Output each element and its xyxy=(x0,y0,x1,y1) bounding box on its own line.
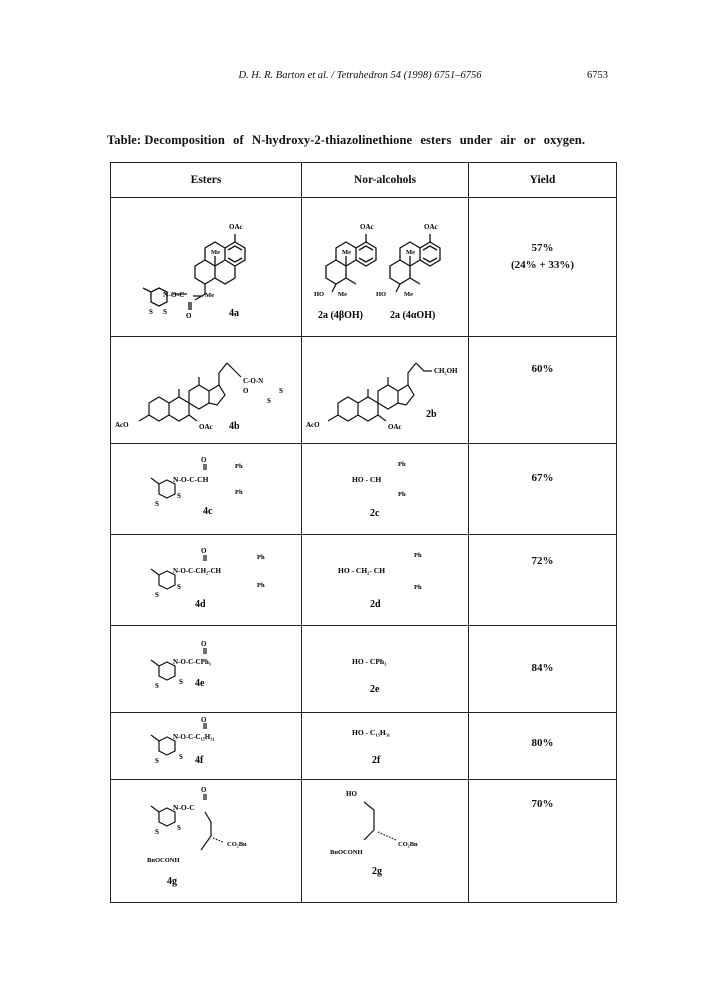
alcohol-structure-2d xyxy=(302,535,468,625)
group-text: BnOCONH xyxy=(330,849,363,856)
table-row xyxy=(111,780,617,903)
ester-cell xyxy=(111,444,302,535)
ester-structure-4e xyxy=(111,626,301,712)
yield-cell xyxy=(469,780,617,903)
ester-structure-4f xyxy=(111,713,301,779)
compound-label: 4b xyxy=(229,421,240,432)
group-text: Ph xyxy=(414,584,422,591)
group-text: Ph xyxy=(257,554,265,561)
group-text: HO - C₁₅H₃₁ xyxy=(352,728,391,737)
group-text: OAc xyxy=(229,223,243,231)
group-text: C-O-N xyxy=(243,377,264,385)
ester-cell xyxy=(111,780,302,903)
table-caption xyxy=(107,133,627,148)
table-header-row xyxy=(111,163,617,198)
yield-value: 67% xyxy=(531,472,554,484)
group-text: S xyxy=(155,682,159,690)
group-text: O xyxy=(201,716,207,724)
alcohol-cell xyxy=(302,337,469,444)
compound-label: 2c xyxy=(370,508,380,519)
group-text: HO xyxy=(376,291,387,298)
yield-cell xyxy=(469,626,617,713)
group-text: Ph xyxy=(235,489,243,496)
table-row xyxy=(111,535,617,626)
header-esters: Esters xyxy=(111,163,302,198)
table-row xyxy=(111,713,617,780)
group-text: N-O-C xyxy=(173,803,195,812)
group-text: O xyxy=(201,456,207,464)
alcohol-structure-2b xyxy=(302,337,468,443)
group-text: Ph xyxy=(398,461,406,468)
alcohol-cell xyxy=(302,444,469,535)
ester-structure-4d xyxy=(111,535,301,625)
group-text: S xyxy=(149,308,153,316)
compound-label: 2d xyxy=(370,599,381,610)
alcohol-structure-2e xyxy=(302,626,468,712)
group-text: O xyxy=(243,387,249,395)
ester-structure-4b xyxy=(111,337,301,443)
group-text: BnOCONH xyxy=(147,857,180,864)
group-text: Me xyxy=(338,291,348,298)
group-text: O xyxy=(201,640,207,648)
yield-value: 70% xyxy=(531,798,554,810)
alcohol-cell xyxy=(302,198,469,337)
group-text: S xyxy=(177,824,181,832)
caption-text: Decomposition of N-hydroxy-2-thiazolinethione esters under air or oxygen. xyxy=(144,133,586,147)
group-text: Me xyxy=(205,292,215,299)
group-text: O xyxy=(201,786,207,794)
alcohol-cell xyxy=(302,713,469,780)
group-text: Me xyxy=(342,249,352,256)
group-text: HO xyxy=(346,790,357,798)
table-row xyxy=(111,626,617,713)
header-nor-alcohols: Nor-alcohols xyxy=(302,163,469,198)
compound-label: 2e xyxy=(370,684,380,695)
yield-cell xyxy=(469,337,617,444)
group-text: S xyxy=(267,397,271,405)
yield-detail: (24% + 33%) xyxy=(510,259,575,271)
group-text: N-O-C-CPh₃ xyxy=(173,658,211,666)
table-row xyxy=(111,198,617,337)
ester-cell xyxy=(111,198,302,337)
group-text: S xyxy=(179,678,183,686)
group-text: Ph xyxy=(414,552,422,559)
compound-label: 2b xyxy=(426,409,437,420)
alcohol-structure-2a xyxy=(302,198,468,336)
group-text: Me xyxy=(406,249,416,256)
group-text: S xyxy=(155,591,159,599)
compound-label: 2g xyxy=(372,866,382,877)
group-text: OAc xyxy=(360,223,374,231)
compound-label: 4a xyxy=(229,308,239,319)
table-row xyxy=(111,444,617,535)
compound-label: 4c xyxy=(203,506,213,517)
group-text: S xyxy=(177,583,181,591)
group-text: S xyxy=(179,753,183,761)
compound-label: 2a (4αOH) xyxy=(390,310,436,321)
group-text: OAc xyxy=(424,223,438,231)
yield-cell xyxy=(469,713,617,780)
header-yield: Yield xyxy=(469,163,617,198)
alcohol-cell xyxy=(302,535,469,626)
header-citation: D. H. R. Barton et al. / Tetrahedron 54 (1998) 6751–6756 xyxy=(238,70,482,81)
ester-cell xyxy=(111,626,302,713)
ester-cell xyxy=(111,535,302,626)
group-text: N-O-C-C₁₅H₃₁ xyxy=(173,733,215,741)
compound-label: 2f xyxy=(372,755,381,766)
group-text: Ph xyxy=(257,582,265,589)
group-text: S xyxy=(155,500,159,508)
group-text: Me xyxy=(404,291,414,298)
group-text: S xyxy=(155,828,159,836)
ester-structure-4a xyxy=(111,198,301,336)
group-text: N-O-C-CH₂-CH xyxy=(173,567,221,575)
group-text: HO - CPh₃ xyxy=(352,657,387,666)
group-text: OAc xyxy=(388,423,402,431)
group-text: CO₂Bn xyxy=(227,841,247,848)
group-text: S xyxy=(177,492,181,500)
group-text: CH₂OH xyxy=(434,367,458,375)
group-text: OAc xyxy=(199,423,213,431)
group-text: AcO xyxy=(115,421,129,429)
group-text: CO₂Bn xyxy=(398,841,418,848)
ester-cell xyxy=(111,713,302,780)
yield-value: 60% xyxy=(531,363,554,375)
alcohol-structure-2c xyxy=(302,444,468,534)
group-text: Ph xyxy=(398,491,406,498)
group-text: O xyxy=(186,312,192,320)
group-text: HO - CH₂- CH xyxy=(338,566,386,575)
group-text: S xyxy=(163,308,167,316)
yield-cell xyxy=(469,535,617,626)
group-text: N-O-C-CH xyxy=(173,475,209,484)
table-row xyxy=(111,337,617,444)
alcohol-structure-2f xyxy=(302,713,468,779)
group-text: O xyxy=(201,547,207,555)
running-header xyxy=(0,70,720,86)
compound-label: 2a (4βOH) xyxy=(318,310,363,321)
compound-label: 4f xyxy=(195,755,204,766)
group-text: AcO xyxy=(306,421,320,429)
yield-value: 80% xyxy=(531,737,554,749)
group-text: Me xyxy=(211,249,221,256)
caption-label: Table: xyxy=(107,133,142,147)
ester-structure-4g xyxy=(111,780,301,902)
yield-value: 72% xyxy=(531,555,554,567)
alcohol-structure-2g xyxy=(302,780,468,902)
alcohol-cell xyxy=(302,626,469,713)
group-text: S xyxy=(279,387,283,395)
compound-label: 4e xyxy=(195,678,205,689)
compound-label: 4g xyxy=(167,876,177,887)
alcohol-cell xyxy=(302,780,469,903)
group-text: Ph xyxy=(235,463,243,470)
yield-value: 57% xyxy=(531,242,554,254)
yield-cell xyxy=(469,198,617,337)
compound-label: 4d xyxy=(195,599,206,610)
results-table xyxy=(110,162,617,903)
ester-cell xyxy=(111,337,302,444)
group-text: HO - CH xyxy=(352,475,382,484)
group-text: HO xyxy=(314,291,325,298)
group-text: N-O-C xyxy=(163,290,185,299)
page-number: 6753 xyxy=(587,70,608,81)
yield-value: 84% xyxy=(531,662,554,674)
ester-structure-4c xyxy=(111,444,301,534)
yield-cell xyxy=(469,444,617,535)
group-text: S xyxy=(155,757,159,765)
